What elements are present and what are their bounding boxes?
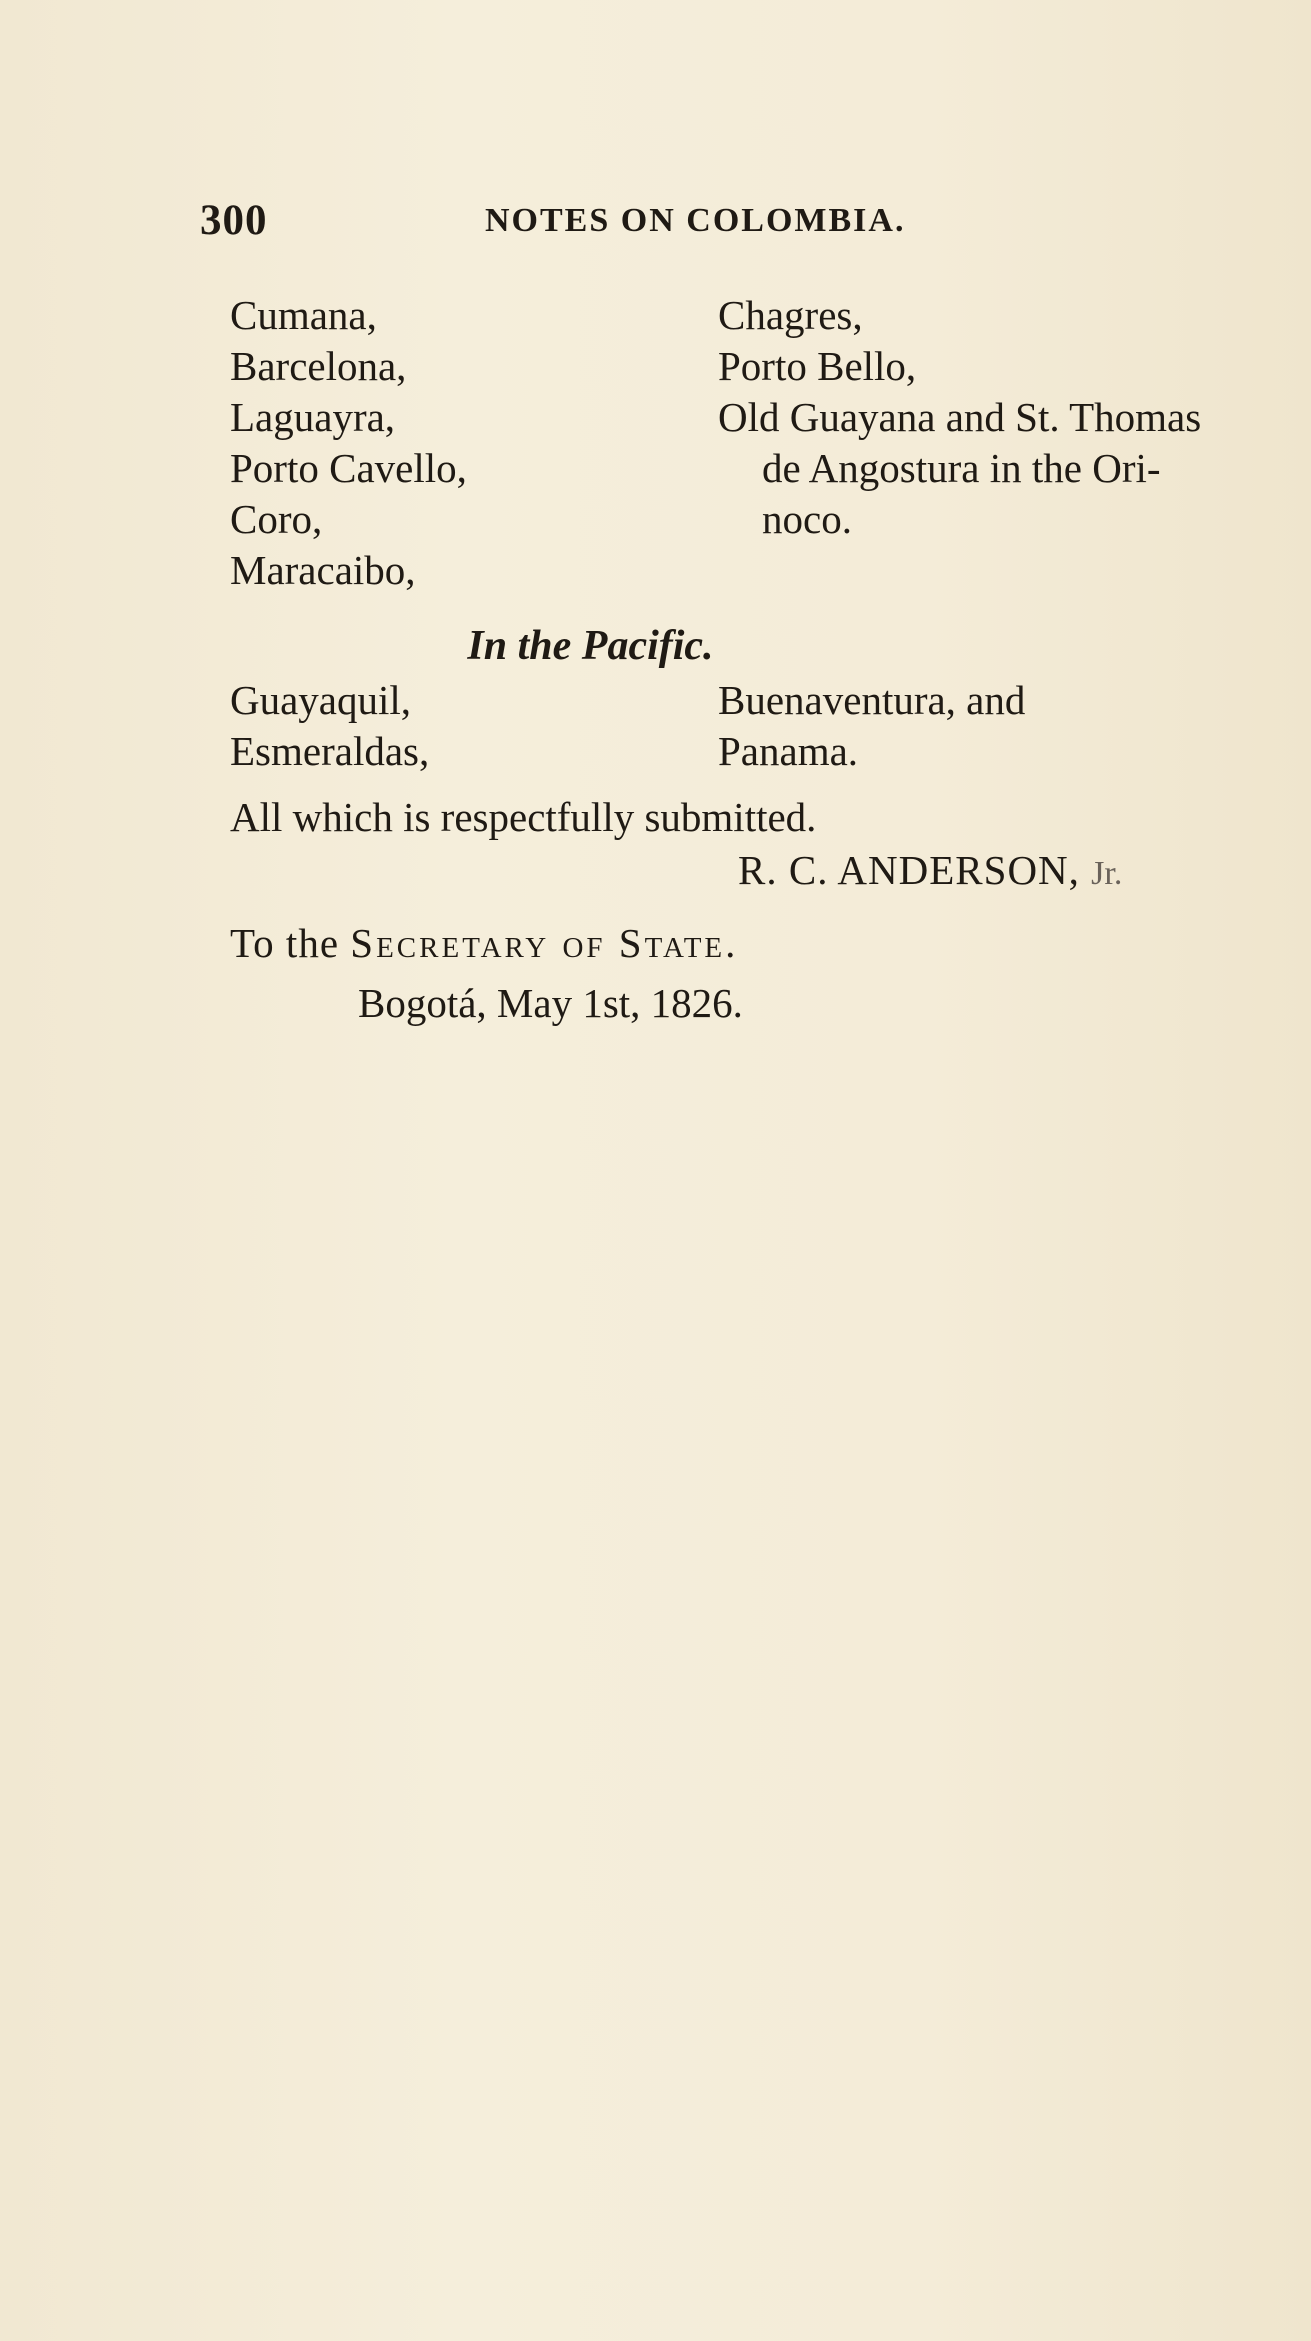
address-to: To the xyxy=(230,920,340,966)
address-line xyxy=(230,919,738,967)
signature xyxy=(738,846,1122,894)
port-name: Maracaibo, xyxy=(230,547,416,593)
port-name: Cumana, xyxy=(230,292,377,338)
port-name: Panama. xyxy=(718,728,859,774)
closing-line: All which is respectfully submitted. xyxy=(230,794,817,840)
port-name: Old Guayana and St. Thomas xyxy=(718,394,1202,440)
pacific-ports-left-column xyxy=(230,675,429,777)
dateline: Bogotá, May 1st, 1826. xyxy=(358,980,743,1026)
signature-name: R. C. ANDERSON, xyxy=(738,847,1080,893)
atlantic-ports-right-column xyxy=(718,290,1258,545)
port-name: Porto Cavello, xyxy=(230,445,467,491)
pacific-ports-right-column xyxy=(718,675,1025,777)
atlantic-ports-left-column xyxy=(230,290,680,596)
port-name: Porto Bello, xyxy=(718,343,917,389)
port-name: Laguayra, xyxy=(230,394,396,440)
port-name-continuation: de Angostura in the Ori- xyxy=(762,445,1161,491)
section-subheading: In the Pacific. xyxy=(467,623,714,669)
port-name: Chagres, xyxy=(718,292,863,338)
port-name: Coro, xyxy=(230,496,323,542)
running-head: NOTES ON COLOMBIA. xyxy=(485,202,906,239)
page-header xyxy=(200,196,1100,246)
page-number: 300 xyxy=(200,197,268,244)
address-recipient: Secretary of State. xyxy=(350,920,739,966)
port-name-continuation: noco. xyxy=(762,496,852,542)
port-name: Esmeraldas, xyxy=(230,728,430,774)
port-name: Barcelona, xyxy=(230,343,407,389)
signature-suffix: Jr. xyxy=(1091,855,1123,892)
port-name: Buenaventura, and xyxy=(718,677,1026,723)
port-name: Guayaquil, xyxy=(230,677,412,723)
